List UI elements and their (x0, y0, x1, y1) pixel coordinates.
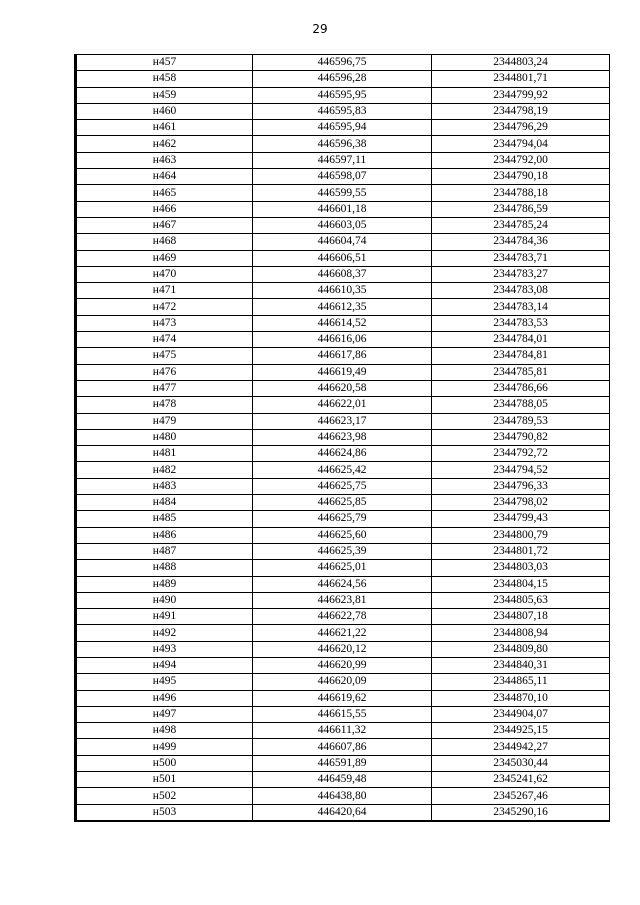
x-coordinate-cell: 446603,05 (253, 217, 432, 233)
x-coordinate-cell: 446625,01 (253, 560, 432, 576)
table-row (76, 299, 610, 315)
x-coordinate-cell: 446623,98 (253, 429, 432, 445)
point-id-cell: н490 (76, 592, 253, 608)
table-row (76, 103, 610, 119)
x-coordinate-cell: 446606,51 (253, 250, 432, 266)
x-coordinate-cell: 446616,06 (253, 332, 432, 348)
point-id-cell: н483 (76, 478, 253, 494)
x-coordinate-cell: 446621,22 (253, 625, 432, 641)
point-id-cell: н492 (76, 625, 253, 641)
point-id-cell: н473 (76, 315, 253, 331)
y-coordinate-cell: 2344809,80 (432, 641, 610, 657)
point-id-cell: н480 (76, 429, 253, 445)
x-coordinate-cell: 446620,99 (253, 657, 432, 673)
table-row (76, 788, 610, 804)
table-row (76, 804, 610, 821)
point-id-cell: н495 (76, 674, 253, 690)
table-row (76, 136, 610, 152)
table-row (76, 120, 610, 136)
y-coordinate-cell: 2344801,72 (432, 543, 610, 559)
y-coordinate-cell: 2344783,08 (432, 283, 610, 299)
point-id-cell: н477 (76, 380, 253, 396)
y-coordinate-cell: 2344804,15 (432, 576, 610, 592)
x-coordinate-cell: 446601,18 (253, 201, 432, 217)
y-coordinate-cell: 2344796,29 (432, 120, 610, 136)
point-id-cell: н503 (76, 804, 253, 821)
table-row (76, 674, 610, 690)
table-row (76, 169, 610, 185)
y-coordinate-cell: 2344840,31 (432, 657, 610, 673)
point-id-cell: н500 (76, 755, 253, 771)
table-row (76, 152, 610, 168)
y-coordinate-cell: 2344807,18 (432, 609, 610, 625)
table-row (76, 87, 610, 103)
point-id-cell: н459 (76, 87, 253, 103)
point-id-cell: н460 (76, 103, 253, 119)
y-coordinate-cell: 2344808,94 (432, 625, 610, 641)
point-id-cell: н472 (76, 299, 253, 315)
x-coordinate-cell: 446625,75 (253, 478, 432, 494)
point-id-cell: н467 (76, 217, 253, 233)
table-row (76, 739, 610, 755)
y-coordinate-cell: 2344798,19 (432, 103, 610, 119)
x-coordinate-cell: 446622,01 (253, 397, 432, 413)
point-id-cell: н502 (76, 788, 253, 804)
table-row (76, 543, 610, 559)
point-id-cell: н486 (76, 527, 253, 543)
table-row (76, 266, 610, 282)
x-coordinate-cell: 446625,60 (253, 527, 432, 543)
table-row (76, 495, 610, 511)
x-coordinate-cell: 446623,17 (253, 413, 432, 429)
point-id-cell: н481 (76, 446, 253, 462)
page-number: 29 (312, 22, 328, 36)
point-id-cell: н458 (76, 71, 253, 87)
y-coordinate-cell: 2344803,24 (432, 55, 610, 71)
point-id-cell: н471 (76, 283, 253, 299)
table-row (76, 364, 610, 380)
y-coordinate-cell: 2344783,53 (432, 315, 610, 331)
x-coordinate-cell: 446625,79 (253, 511, 432, 527)
table-row (76, 592, 610, 608)
point-id-cell: н488 (76, 560, 253, 576)
x-coordinate-cell: 446625,42 (253, 462, 432, 478)
table-row (76, 332, 610, 348)
table-row (76, 283, 610, 299)
table-row (76, 755, 610, 771)
y-coordinate-cell: 2344785,24 (432, 217, 610, 233)
point-id-cell: н485 (76, 511, 253, 527)
table-row (76, 250, 610, 266)
x-coordinate-cell: 446598,07 (253, 169, 432, 185)
x-coordinate-cell: 446595,94 (253, 120, 432, 136)
table-row (76, 397, 610, 413)
table-row (76, 511, 610, 527)
y-coordinate-cell: 2344796,33 (432, 478, 610, 494)
x-coordinate-cell: 446607,86 (253, 739, 432, 755)
point-id-cell: н464 (76, 169, 253, 185)
point-id-cell: н482 (76, 462, 253, 478)
x-coordinate-cell: 446625,85 (253, 495, 432, 511)
y-coordinate-cell: 2344798,02 (432, 495, 610, 511)
table-row (76, 185, 610, 201)
y-coordinate-cell: 2344786,66 (432, 380, 610, 396)
table-row (76, 527, 610, 543)
point-id-cell: н466 (76, 201, 253, 217)
table-row (76, 348, 610, 364)
x-coordinate-cell: 446612,35 (253, 299, 432, 315)
y-coordinate-cell: 2344803,03 (432, 560, 610, 576)
x-coordinate-cell: 446595,95 (253, 87, 432, 103)
point-id-cell: н497 (76, 706, 253, 722)
point-id-cell: н493 (76, 641, 253, 657)
x-coordinate-cell: 446620,58 (253, 380, 432, 396)
y-coordinate-cell: 2344904,07 (432, 706, 610, 722)
x-coordinate-cell: 446611,32 (253, 723, 432, 739)
x-coordinate-cell: 446597,11 (253, 152, 432, 168)
table-row (76, 641, 610, 657)
point-id-cell: н501 (76, 772, 253, 788)
x-coordinate-cell: 446615,55 (253, 706, 432, 722)
point-id-cell: н491 (76, 609, 253, 625)
x-coordinate-cell: 446459,48 (253, 772, 432, 788)
coordinates-table-body (76, 55, 610, 821)
point-id-cell: н489 (76, 576, 253, 592)
y-coordinate-cell: 2344792,00 (432, 152, 610, 168)
y-coordinate-cell: 2344805,63 (432, 592, 610, 608)
y-coordinate-cell: 2344800,79 (432, 527, 610, 543)
x-coordinate-cell: 446595,83 (253, 103, 432, 119)
table-row (76, 609, 610, 625)
x-coordinate-cell: 446617,86 (253, 348, 432, 364)
point-id-cell: н469 (76, 250, 253, 266)
x-coordinate-cell: 446625,39 (253, 543, 432, 559)
y-coordinate-cell: 2344786,59 (432, 201, 610, 217)
table-row (76, 560, 610, 576)
table-row (76, 625, 610, 641)
point-id-cell: н474 (76, 332, 253, 348)
y-coordinate-cell: 2344783,14 (432, 299, 610, 315)
table-row (76, 429, 610, 445)
x-coordinate-cell: 446420,64 (253, 804, 432, 821)
table-row (76, 71, 610, 87)
point-id-cell: н470 (76, 266, 253, 282)
y-coordinate-cell: 2344788,05 (432, 397, 610, 413)
table-row (76, 446, 610, 462)
x-coordinate-cell: 446596,75 (253, 55, 432, 71)
table-row (76, 201, 610, 217)
table-row (76, 706, 610, 722)
y-coordinate-cell: 2344794,04 (432, 136, 610, 152)
y-coordinate-cell: 2344784,81 (432, 348, 610, 364)
y-coordinate-cell: 2344783,71 (432, 250, 610, 266)
x-coordinate-cell: 446624,56 (253, 576, 432, 592)
table-row (76, 657, 610, 673)
y-coordinate-cell: 2344792,72 (432, 446, 610, 462)
y-coordinate-cell: 2345241,62 (432, 772, 610, 788)
y-coordinate-cell: 2344785,81 (432, 364, 610, 380)
table-row (76, 234, 610, 250)
point-id-cell: н496 (76, 690, 253, 706)
point-id-cell: н465 (76, 185, 253, 201)
table-row (76, 217, 610, 233)
y-coordinate-cell: 2344801,71 (432, 71, 610, 87)
point-id-cell: н478 (76, 397, 253, 413)
table-row (76, 413, 610, 429)
table-row (76, 772, 610, 788)
y-coordinate-cell: 2344783,27 (432, 266, 610, 282)
table-row (76, 55, 610, 71)
table-row (76, 723, 610, 739)
point-id-cell: н468 (76, 234, 253, 250)
point-id-cell: н457 (76, 55, 253, 71)
point-id-cell: н487 (76, 543, 253, 559)
y-coordinate-cell: 2344784,01 (432, 332, 610, 348)
table-row (76, 576, 610, 592)
point-id-cell: н461 (76, 120, 253, 136)
y-coordinate-cell: 2344789,53 (432, 413, 610, 429)
point-id-cell: н476 (76, 364, 253, 380)
x-coordinate-cell: 446596,38 (253, 136, 432, 152)
x-coordinate-cell: 446620,09 (253, 674, 432, 690)
y-coordinate-cell: 2345030,44 (432, 755, 610, 771)
point-id-cell: н494 (76, 657, 253, 673)
y-coordinate-cell: 2344790,18 (432, 169, 610, 185)
y-coordinate-cell: 2344794,52 (432, 462, 610, 478)
x-coordinate-cell: 446622,78 (253, 609, 432, 625)
x-coordinate-cell: 446591,89 (253, 755, 432, 771)
x-coordinate-cell: 446608,37 (253, 266, 432, 282)
x-coordinate-cell: 446610,35 (253, 283, 432, 299)
y-coordinate-cell: 2344870,10 (432, 690, 610, 706)
y-coordinate-cell: 2345267,46 (432, 788, 610, 804)
coordinates-table (74, 54, 610, 822)
x-coordinate-cell: 446614,52 (253, 315, 432, 331)
point-id-cell: н499 (76, 739, 253, 755)
point-id-cell: н462 (76, 136, 253, 152)
y-coordinate-cell: 2344799,43 (432, 511, 610, 527)
y-coordinate-cell: 2344925,15 (432, 723, 610, 739)
x-coordinate-cell: 446604,74 (253, 234, 432, 250)
point-id-cell: н475 (76, 348, 253, 364)
x-coordinate-cell: 446599,55 (253, 185, 432, 201)
table-row (76, 462, 610, 478)
point-id-cell: н479 (76, 413, 253, 429)
point-id-cell: н498 (76, 723, 253, 739)
x-coordinate-cell: 446620,12 (253, 641, 432, 657)
y-coordinate-cell: 2344790,82 (432, 429, 610, 445)
table-row (76, 380, 610, 396)
y-coordinate-cell: 2344788,18 (432, 185, 610, 201)
point-id-cell: н484 (76, 495, 253, 511)
x-coordinate-cell: 446623,81 (253, 592, 432, 608)
y-coordinate-cell: 2345290,16 (432, 804, 610, 821)
point-id-cell: н463 (76, 152, 253, 168)
x-coordinate-cell: 446438,80 (253, 788, 432, 804)
table-row (76, 478, 610, 494)
y-coordinate-cell: 2344784,36 (432, 234, 610, 250)
y-coordinate-cell: 2344942,27 (432, 739, 610, 755)
x-coordinate-cell: 446624,86 (253, 446, 432, 462)
x-coordinate-cell: 446596,28 (253, 71, 432, 87)
table-row (76, 690, 610, 706)
y-coordinate-cell: 2344799,92 (432, 87, 610, 103)
table-row (76, 315, 610, 331)
x-coordinate-cell: 446619,49 (253, 364, 432, 380)
y-coordinate-cell: 2344865,11 (432, 674, 610, 690)
x-coordinate-cell: 446619,62 (253, 690, 432, 706)
